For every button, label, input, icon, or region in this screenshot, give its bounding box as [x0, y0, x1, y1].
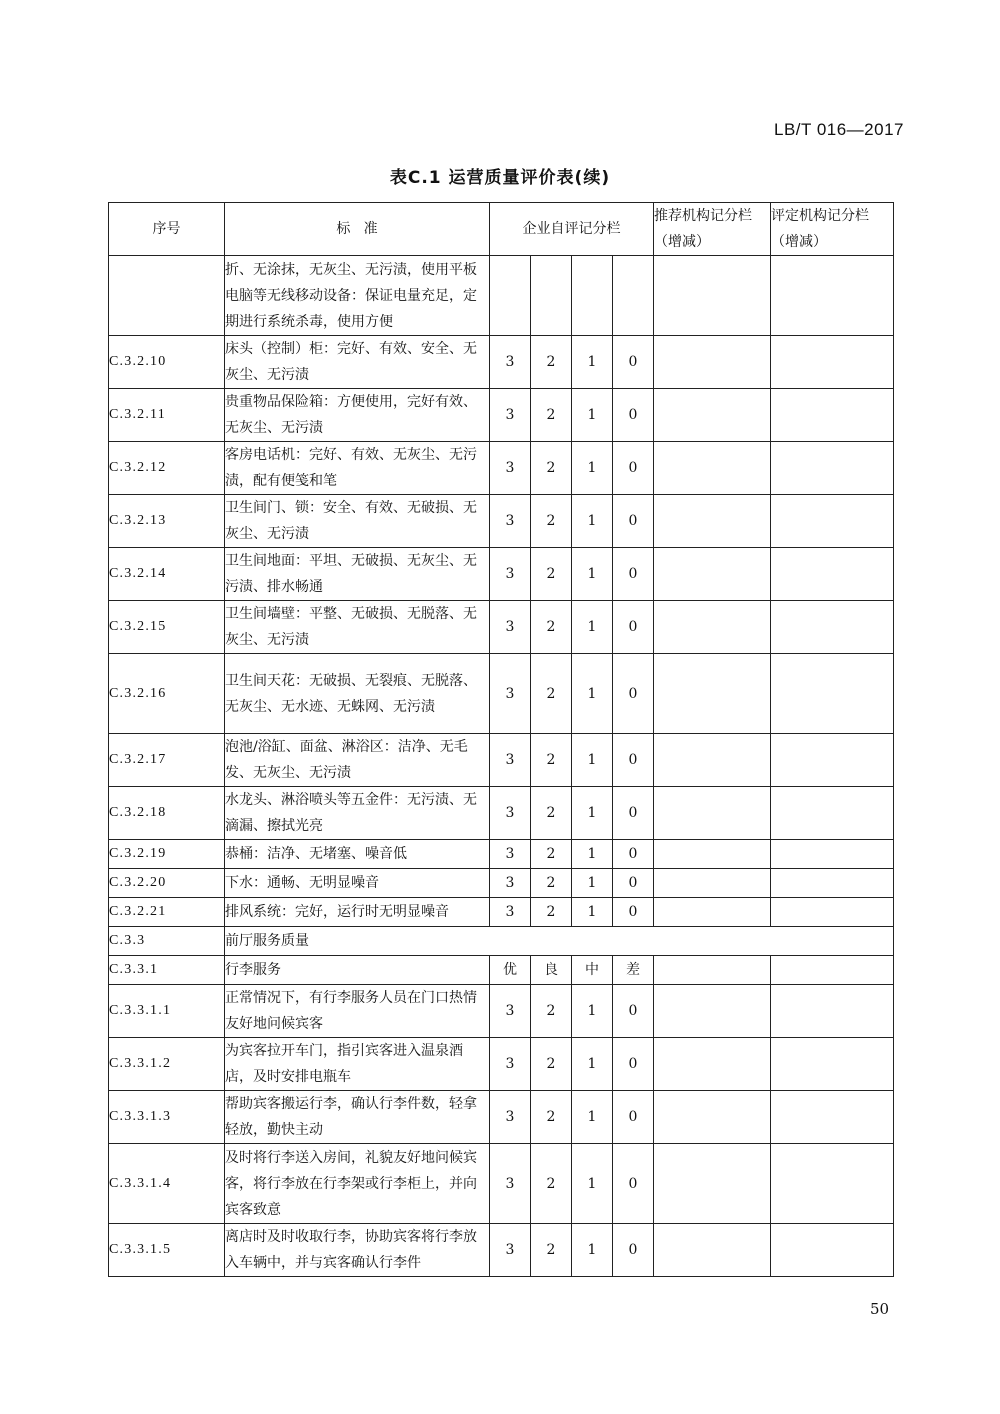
score-cell: 2 [531, 898, 572, 927]
row-no: C.3.2.15 [109, 601, 225, 654]
assess-cell [771, 548, 894, 601]
standard-code: LB/T 016—2017 [774, 120, 904, 139]
score-cell: 1 [572, 985, 613, 1038]
row-no: C.3.2.17 [109, 734, 225, 787]
header-no: 序号 [109, 203, 225, 256]
row-standard: 水龙头、淋浴喷头等五金件：无污渍、无滴漏、擦拭光亮 [225, 787, 490, 840]
table-row [109, 548, 894, 601]
score-cell: 2 [531, 985, 572, 1038]
score-cell: 1 [572, 654, 613, 734]
score-cell: 2 [531, 336, 572, 389]
score-cell: 3 [490, 654, 531, 734]
row-no: C.3.2.21 [109, 898, 225, 927]
row-standard: 床头（控制）柜：完好、有效、安全、无灰尘、无污渍 [225, 336, 490, 389]
assess-cell [771, 1224, 894, 1277]
score-cell: 0 [613, 442, 654, 495]
score-cell: 3 [490, 389, 531, 442]
score-cell: 2 [531, 1224, 572, 1277]
recommend-cell [654, 734, 771, 787]
recommend-cell [654, 442, 771, 495]
score-cell: 2 [531, 654, 572, 734]
score-cell [572, 256, 613, 336]
assess-cell [771, 442, 894, 495]
row-standard: 正常情况下，有行李服务人员在门口热情友好地问候宾客 [225, 985, 490, 1038]
score-cell: 2 [531, 495, 572, 548]
recommend-cell [654, 1038, 771, 1091]
recommend-cell [654, 389, 771, 442]
row-standard: 为宾客拉开车门，指引宾客进入温泉酒店，及时安排电瓶车 [225, 1038, 490, 1091]
score-cell: 0 [613, 1091, 654, 1144]
table-row [109, 601, 894, 654]
recommend-cell [654, 336, 771, 389]
assess-cell [771, 654, 894, 734]
row-no: C.3.2.13 [109, 495, 225, 548]
score-cell: 0 [613, 1038, 654, 1091]
score-cell: 2 [531, 734, 572, 787]
score-cell [531, 256, 572, 336]
score-cell: 1 [572, 601, 613, 654]
row-standard: 贵重物品保险箱：方便使用，完好有效、无灰尘、无污渍 [225, 389, 490, 442]
grade-cell: 优 [490, 956, 531, 985]
assess-cell [771, 336, 894, 389]
table-row [109, 840, 894, 869]
table-row [109, 495, 894, 548]
recommend-cell [654, 898, 771, 927]
grade-cell: 差 [613, 956, 654, 985]
score-cell: 3 [490, 1038, 531, 1091]
score-cell: 1 [572, 1224, 613, 1277]
row-no: C.3.2.20 [109, 869, 225, 898]
score-cell: 3 [490, 1144, 531, 1224]
score-cell: 1 [572, 442, 613, 495]
recommend-cell [654, 548, 771, 601]
row-standard: 卫生间门、锁：安全、有效、无破损、无灰尘、无污渍 [225, 495, 490, 548]
row-no: C.3.2.19 [109, 840, 225, 869]
score-cell: 1 [572, 840, 613, 869]
table-row [109, 654, 894, 734]
evaluation-table [108, 202, 894, 1277]
row-no: C.3.2.11 [109, 389, 225, 442]
score-cell: 1 [572, 1091, 613, 1144]
row-no: C.3.2.18 [109, 787, 225, 840]
assess-cell [771, 985, 894, 1038]
row-standard: 及时将行李送入房间，礼貌友好地问候宾客，将行李放在行李架或行李柜上，并向宾客致意 [225, 1144, 490, 1224]
recommend-cell [654, 1224, 771, 1277]
score-cell: 2 [531, 442, 572, 495]
score-cell: 2 [531, 787, 572, 840]
table-row [109, 389, 894, 442]
score-cell: 3 [490, 336, 531, 389]
assess-cell [771, 389, 894, 442]
score-cell: 3 [490, 840, 531, 869]
recommend-cell [654, 1144, 771, 1224]
score-cell: 0 [613, 787, 654, 840]
assess-cell [771, 1038, 894, 1091]
score-cell: 3 [490, 985, 531, 1038]
recommend-cell [654, 495, 771, 548]
assess-cell [771, 840, 894, 869]
row-standard: 恭桶：洁净、无堵塞、噪音低 [225, 840, 490, 869]
score-cell: 3 [490, 601, 531, 654]
score-cell: 3 [490, 548, 531, 601]
assess-cell [771, 787, 894, 840]
score-cell: 2 [531, 1144, 572, 1224]
score-cell: 1 [572, 869, 613, 898]
assess-cell [771, 1144, 894, 1224]
score-cell: 1 [572, 1144, 613, 1224]
table-row [109, 787, 894, 840]
score-cell [613, 256, 654, 336]
assess-cell [771, 869, 894, 898]
section-row [109, 927, 894, 956]
score-cell: 1 [572, 495, 613, 548]
score-cell: 3 [490, 734, 531, 787]
score-cell: 0 [613, 548, 654, 601]
row-no: C.3.2.12 [109, 442, 225, 495]
score-cell: 0 [613, 495, 654, 548]
score-cell: 0 [613, 389, 654, 442]
assess-cell [771, 734, 894, 787]
score-cell: 3 [490, 898, 531, 927]
assess-cell [771, 256, 894, 336]
recommend-cell [654, 869, 771, 898]
header-recommend: 推荐机构记分栏（增减） [654, 203, 771, 256]
table-row [109, 1224, 894, 1277]
row-standard: 帮助宾客搬运行李，确认行李件数，轻拿轻放，勤快主动 [225, 1091, 490, 1144]
table-row [109, 336, 894, 389]
recommend-cell [654, 840, 771, 869]
score-cell: 0 [613, 985, 654, 1038]
row-no: C.3.3.1.1 [109, 985, 225, 1038]
score-cell: 2 [531, 1038, 572, 1091]
grade-row [109, 956, 894, 985]
table-row [109, 869, 894, 898]
score-cell: 0 [613, 869, 654, 898]
recommend-cell [654, 601, 771, 654]
table-title: 表C.1 运营质量评价表(续) [389, 168, 611, 188]
section-title: 前厅服务质量 [225, 927, 894, 956]
score-cell: 3 [490, 787, 531, 840]
score-cell: 2 [531, 548, 572, 601]
row-no [109, 256, 225, 336]
score-cell: 0 [613, 898, 654, 927]
header-assess: 评定机构记分栏（增减） [771, 203, 894, 256]
row-standard: 离店时及时收取行李，协助宾客将行李放入车辆中，并与宾客确认行李件 [225, 1224, 490, 1277]
table-row [109, 1144, 894, 1224]
table-row [109, 898, 894, 927]
assess-cell [771, 898, 894, 927]
score-cell: 3 [490, 495, 531, 548]
recommend-cell [654, 654, 771, 734]
row-no: C.3.2.14 [109, 548, 225, 601]
assess-cell [771, 956, 894, 985]
score-cell: 3 [490, 442, 531, 495]
score-cell: 0 [613, 601, 654, 654]
row-standard: 排风系统：完好，运行时无明显噪音 [225, 898, 490, 927]
table-row [109, 734, 894, 787]
row-no: C.3.3.1.3 [109, 1091, 225, 1144]
row-no: C.3.3.1.2 [109, 1038, 225, 1091]
grade-cell: 中 [572, 956, 613, 985]
row-standard: 行李服务 [225, 956, 490, 985]
row-no: C.3.3.1.4 [109, 1144, 225, 1224]
assess-cell [771, 495, 894, 548]
assess-cell [771, 1091, 894, 1144]
score-cell: 0 [613, 1144, 654, 1224]
score-cell: 3 [490, 869, 531, 898]
score-cell: 1 [572, 734, 613, 787]
score-cell: 2 [531, 389, 572, 442]
score-cell: 0 [613, 1224, 654, 1277]
score-cell: 0 [613, 654, 654, 734]
score-cell: 2 [531, 869, 572, 898]
score-cell: 2 [531, 1091, 572, 1144]
continued-row [109, 256, 894, 336]
assess-cell [771, 601, 894, 654]
table-row [109, 442, 894, 495]
grade-cell: 良 [531, 956, 572, 985]
row-standard: 泡池/浴缸、面盆、淋浴区：洁净、无毛发、无灰尘、无污渍 [225, 734, 490, 787]
score-cell: 2 [531, 840, 572, 869]
row-no: C.3.2.16 [109, 654, 225, 734]
score-cell [490, 256, 531, 336]
row-standard: 下水：通畅、无明显噪音 [225, 869, 490, 898]
score-cell: 1 [572, 898, 613, 927]
row-no: C.3.3.1.5 [109, 1224, 225, 1277]
row-standard: 客房电话机：完好、有效、无灰尘、无污渍，配有便笺和笔 [225, 442, 490, 495]
score-cell: 1 [572, 1038, 613, 1091]
table-row [109, 1038, 894, 1091]
score-cell: 3 [490, 1224, 531, 1277]
score-cell: 1 [572, 389, 613, 442]
score-cell: 1 [572, 336, 613, 389]
recommend-cell [654, 256, 771, 336]
score-cell: 3 [490, 1091, 531, 1144]
table-row [109, 1091, 894, 1144]
score-cell: 0 [613, 336, 654, 389]
header-row [109, 203, 894, 256]
recommend-cell [654, 787, 771, 840]
row-standard: 卫生间墙壁：平整、无破损、无脱落、无灰尘、无污渍 [225, 601, 490, 654]
score-cell: 1 [572, 548, 613, 601]
score-cell: 0 [613, 840, 654, 869]
row-no: C.3.3 [109, 927, 225, 956]
recommend-cell [654, 1091, 771, 1144]
score-cell: 2 [531, 601, 572, 654]
row-no: C.3.3.1 [109, 956, 225, 985]
row-standard: 折、无涂抹，无灰尘、无污渍，使用平板电脑等无线移动设备：保证电量充足，定期进行系统杀毒，使用方便 [225, 256, 490, 336]
row-standard: 卫生间地面：平坦、无破损、无灰尘、无污渍、排水畅通 [225, 548, 490, 601]
score-cell: 1 [572, 787, 613, 840]
recommend-cell [654, 956, 771, 985]
score-cell: 0 [613, 734, 654, 787]
row-standard: 卫生间天花：无破损、无裂痕、无脱落、无灰尘、无水迹、无蛛网、无污渍 [225, 654, 490, 734]
recommend-cell [654, 985, 771, 1038]
page-number: 50 [870, 1300, 890, 1318]
header-standard: 标 准 [225, 203, 490, 256]
header-self-eval: 企业自评记分栏 [490, 203, 654, 256]
row-no: C.3.2.10 [109, 336, 225, 389]
table-row [109, 985, 894, 1038]
